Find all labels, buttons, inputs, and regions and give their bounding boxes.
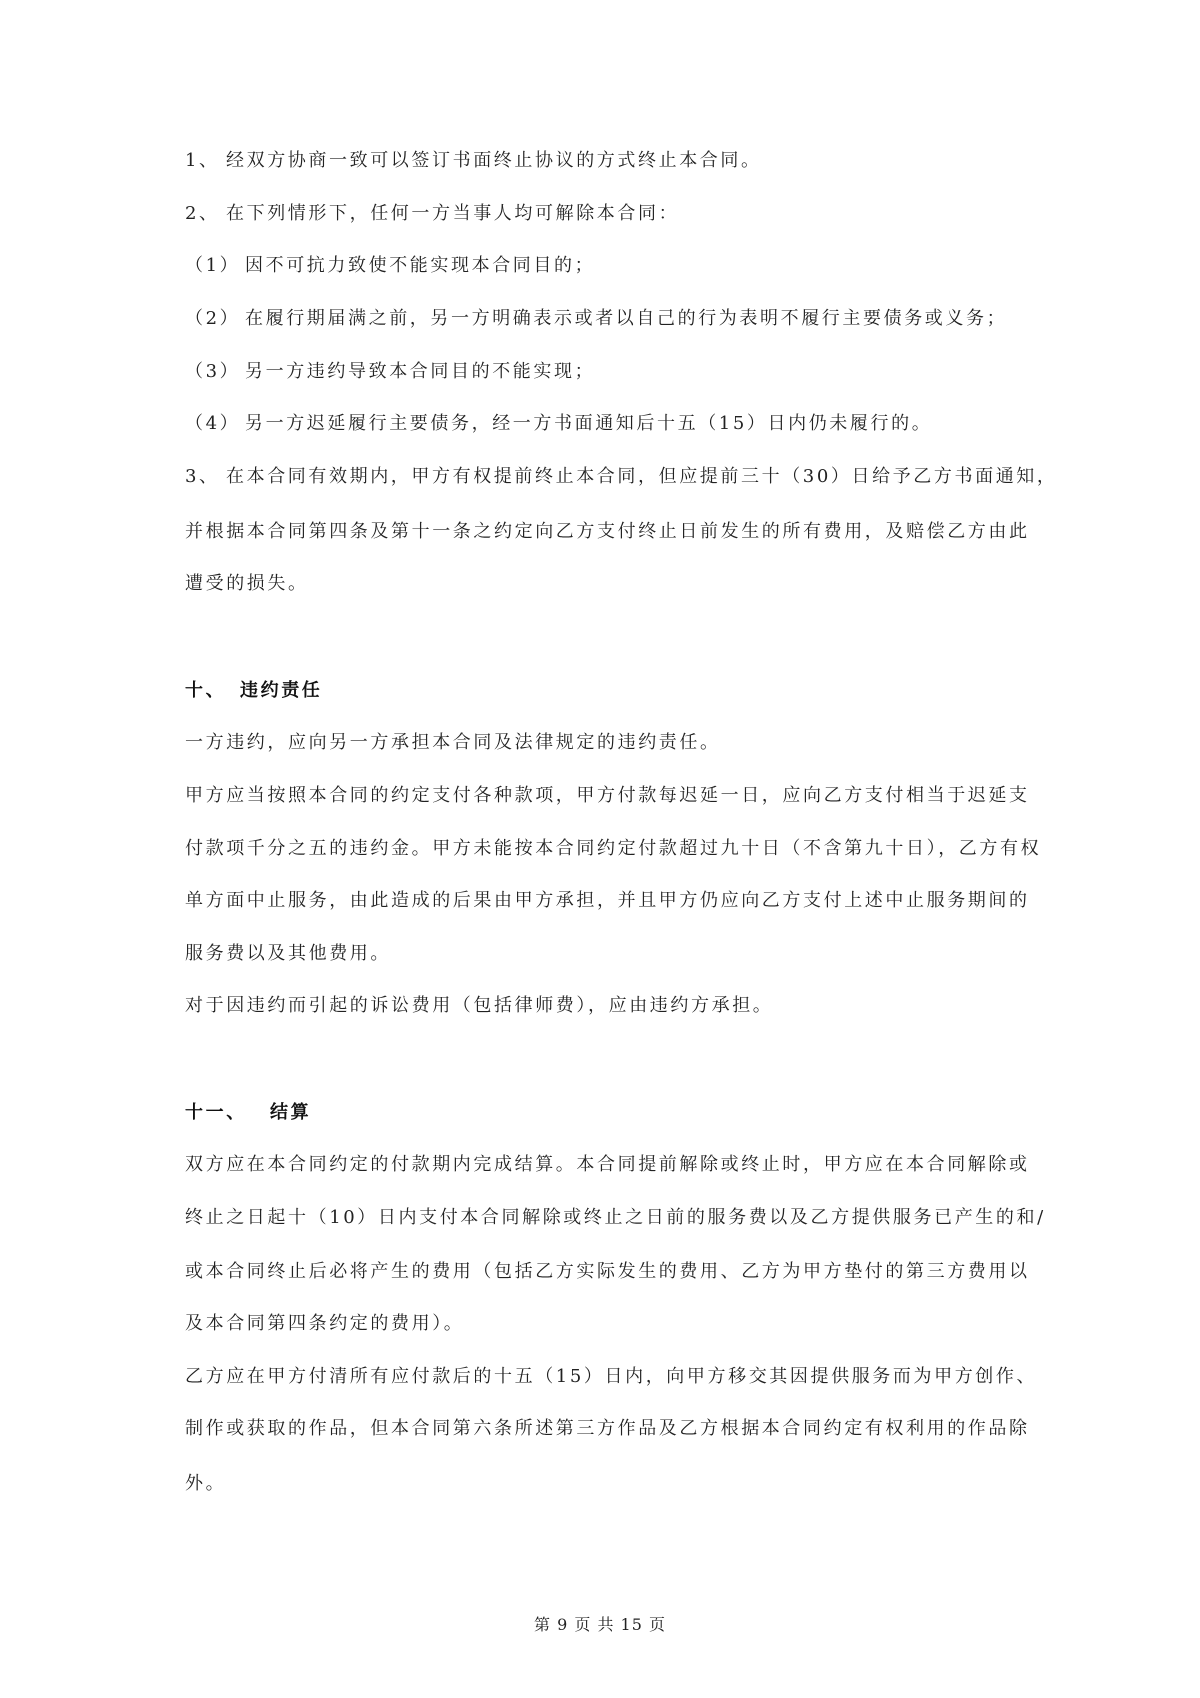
clause-text: 另一方迟延履行主要债务，经一方书面通知后十五（15）日内仍未履行的。: [245, 413, 933, 434]
clause-item: [185, 150, 762, 172]
clause-item: [185, 466, 1058, 488]
paragraph-line: 终止之日起十（10）日内支付本合同解除或终止之日前的服务费以及乙方提供服务已产生的和/: [185, 1207, 1046, 1228]
paragraph-line: 遭受的损失。: [185, 573, 309, 594]
paragraph-line: 制作或获取的作品，但本合同第六条所述第三方作品及乙方根据本合同约定有权利用的作品除: [185, 1418, 1030, 1439]
sub-clause-item: [185, 255, 595, 277]
paragraph-line: 甲方应当按照本合同的约定支付各种款项，甲方付款每迟延一日，应向乙方支付相当于迟延支: [185, 785, 1030, 806]
clause-number: 2、: [185, 203, 220, 224]
paragraph-line: 并根据本合同第四条及第十一条之约定向乙方支付终止日前发生的所有费用，及赔偿乙方由此: [185, 521, 1030, 542]
clause-text: 在本合同有效期内，甲方有权提前终止本合同，但应提前三十（30）日给予乙方书面通知，: [226, 466, 1058, 487]
clause-number: 1、: [185, 150, 220, 171]
sub-clause-item: [185, 361, 595, 383]
paragraph-line: 及本合同第四条约定的费用）。: [185, 1313, 465, 1334]
clause-number: （3）: [185, 361, 241, 382]
paragraph-line: 单方面中止服务，由此造成的后果由甲方承担，并且甲方仍应向乙方支付上述中止服务期间的: [185, 890, 1030, 911]
paragraph-line: 服务费以及其他费用。: [185, 943, 391, 964]
clause-item: [185, 203, 679, 225]
sub-clause-item: [185, 308, 1007, 330]
clause-number: （2）: [185, 308, 241, 329]
paragraph-line: 或本合同终止后必将产生的费用（包括乙方实际发生的费用、乙方为甲方垫付的第三方费用以: [185, 1261, 1030, 1282]
section-heading: [185, 1102, 311, 1124]
clause-number: （1）: [185, 255, 241, 276]
clause-text: 经双方协商一致可以签订书面终止协议的方式终止本合同。: [226, 150, 762, 171]
paragraph-line: 双方应在本合同约定的付款期内完成结算。本合同提前解除或终止时，甲方应在本合同解除或: [185, 1154, 1030, 1175]
section-number: 十一、: [185, 1102, 247, 1123]
section-number: 十、: [185, 680, 227, 701]
page-number-footer: 第 9 页 共 15 页: [534, 1615, 666, 1634]
paragraph-line: 对于因违约而引起的诉讼费用（包括律师费），应由违约方承担。: [185, 995, 774, 1016]
paragraph-line: 一方违约，应向另一方承担本合同及法律规定的违约责任。: [185, 732, 721, 753]
section-heading: [185, 680, 322, 702]
clause-text: 在下列情形下，任何一方当事人均可解除本合同：: [226, 203, 680, 224]
paragraph-line: 付款项千分之五的违约金。甲方未能按本合同约定付款超过九十日（不含第九十日），乙方有权: [185, 838, 1042, 859]
clause-number: （4）: [185, 413, 241, 434]
sub-clause-item: [185, 413, 932, 435]
clause-text: 另一方违约导致本合同目的不能实现；: [245, 361, 596, 382]
clause-text: 在履行期届满之前，另一方明确表示或者以自己的行为表明不履行主要债务或义务；: [245, 308, 1008, 329]
paragraph-line: 外。: [185, 1473, 227, 1494]
section-title: 违约责任: [240, 680, 323, 701]
paragraph-line: 乙方应在甲方付清所有应付款后的十五（15）日内，向甲方移交其因提供服务而为甲方创作、: [185, 1366, 1038, 1387]
clause-text: 因不可抗力致使不能实现本合同目的；: [245, 255, 596, 276]
section-title: 结算: [270, 1102, 312, 1123]
clause-number: 3、: [185, 466, 220, 487]
